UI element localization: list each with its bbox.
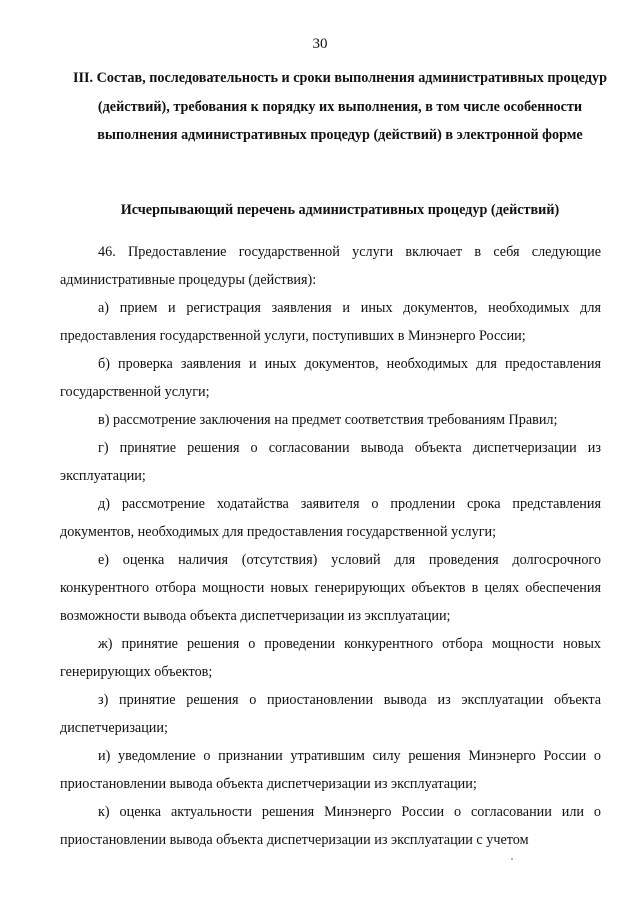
- page-number: 30: [312, 36, 328, 52]
- list-item: в) рассмотрение заключения на предмет соответствия требованиям Правил;: [98, 412, 558, 428]
- list-item: д) рассмотрение ходатайства заявителя о продлении срока представления документов, необходимых для предоставления государственной услуги;: [60, 496, 601, 540]
- list-item: ж) принятие решения о проведении конкурентного отбора мощности новых генерирующих объектов;: [60, 636, 601, 680]
- section-heading: III. Состав, последовательность и сроки выполнения административных процедур (действий), требования к порядку их выполнения, в том числе особенности выполнения административных процедур (действий) в электронной форме: [72, 70, 608, 143]
- list-item: и) уведомление о признании утратившим силу решения Минэнерго России о приостановлении вывода объекта диспетчеризации из эксплуатации;: [60, 748, 601, 792]
- list-item: з) принятие решения о приостановлении вывода из эксплуатации объекта диспетчеризации;: [60, 692, 601, 736]
- paragraph: 46. Предоставление государственной услуги включает в себя следующие административные процедуры (действия):: [60, 244, 601, 288]
- list-item: а) прием и регистрация заявления и иных документов, необходимых для предоставления государственной услуги, поступивших в Минэнерго России;: [60, 300, 601, 344]
- sub-heading: Исчерпывающий перечень административных процедур (действий): [120, 202, 560, 218]
- list-item: г) принятие решения о согласовании вывода объекта диспетчеризации из эксплуатации;: [60, 440, 601, 484]
- list-item: к) оценка актуальности решения Минэнерго России о согласовании или о приостановлении вывода объекта диспетчеризации из эксплуатации с учетом: [60, 804, 601, 848]
- list-item: б) проверка заявления и иных документов, необходимых для предоставления государственной услуги;: [60, 356, 601, 400]
- scan-speck: [511, 858, 513, 860]
- body-text: [60, 238, 601, 854]
- list-item: е) оценка наличия (отсутствия) условий для проведения долгосрочного конкурентного отбора мощности новых генерирующих объектов в целях обеспечения возможности вывода объекта диспетчеризации из эксплуатации;: [60, 552, 601, 624]
